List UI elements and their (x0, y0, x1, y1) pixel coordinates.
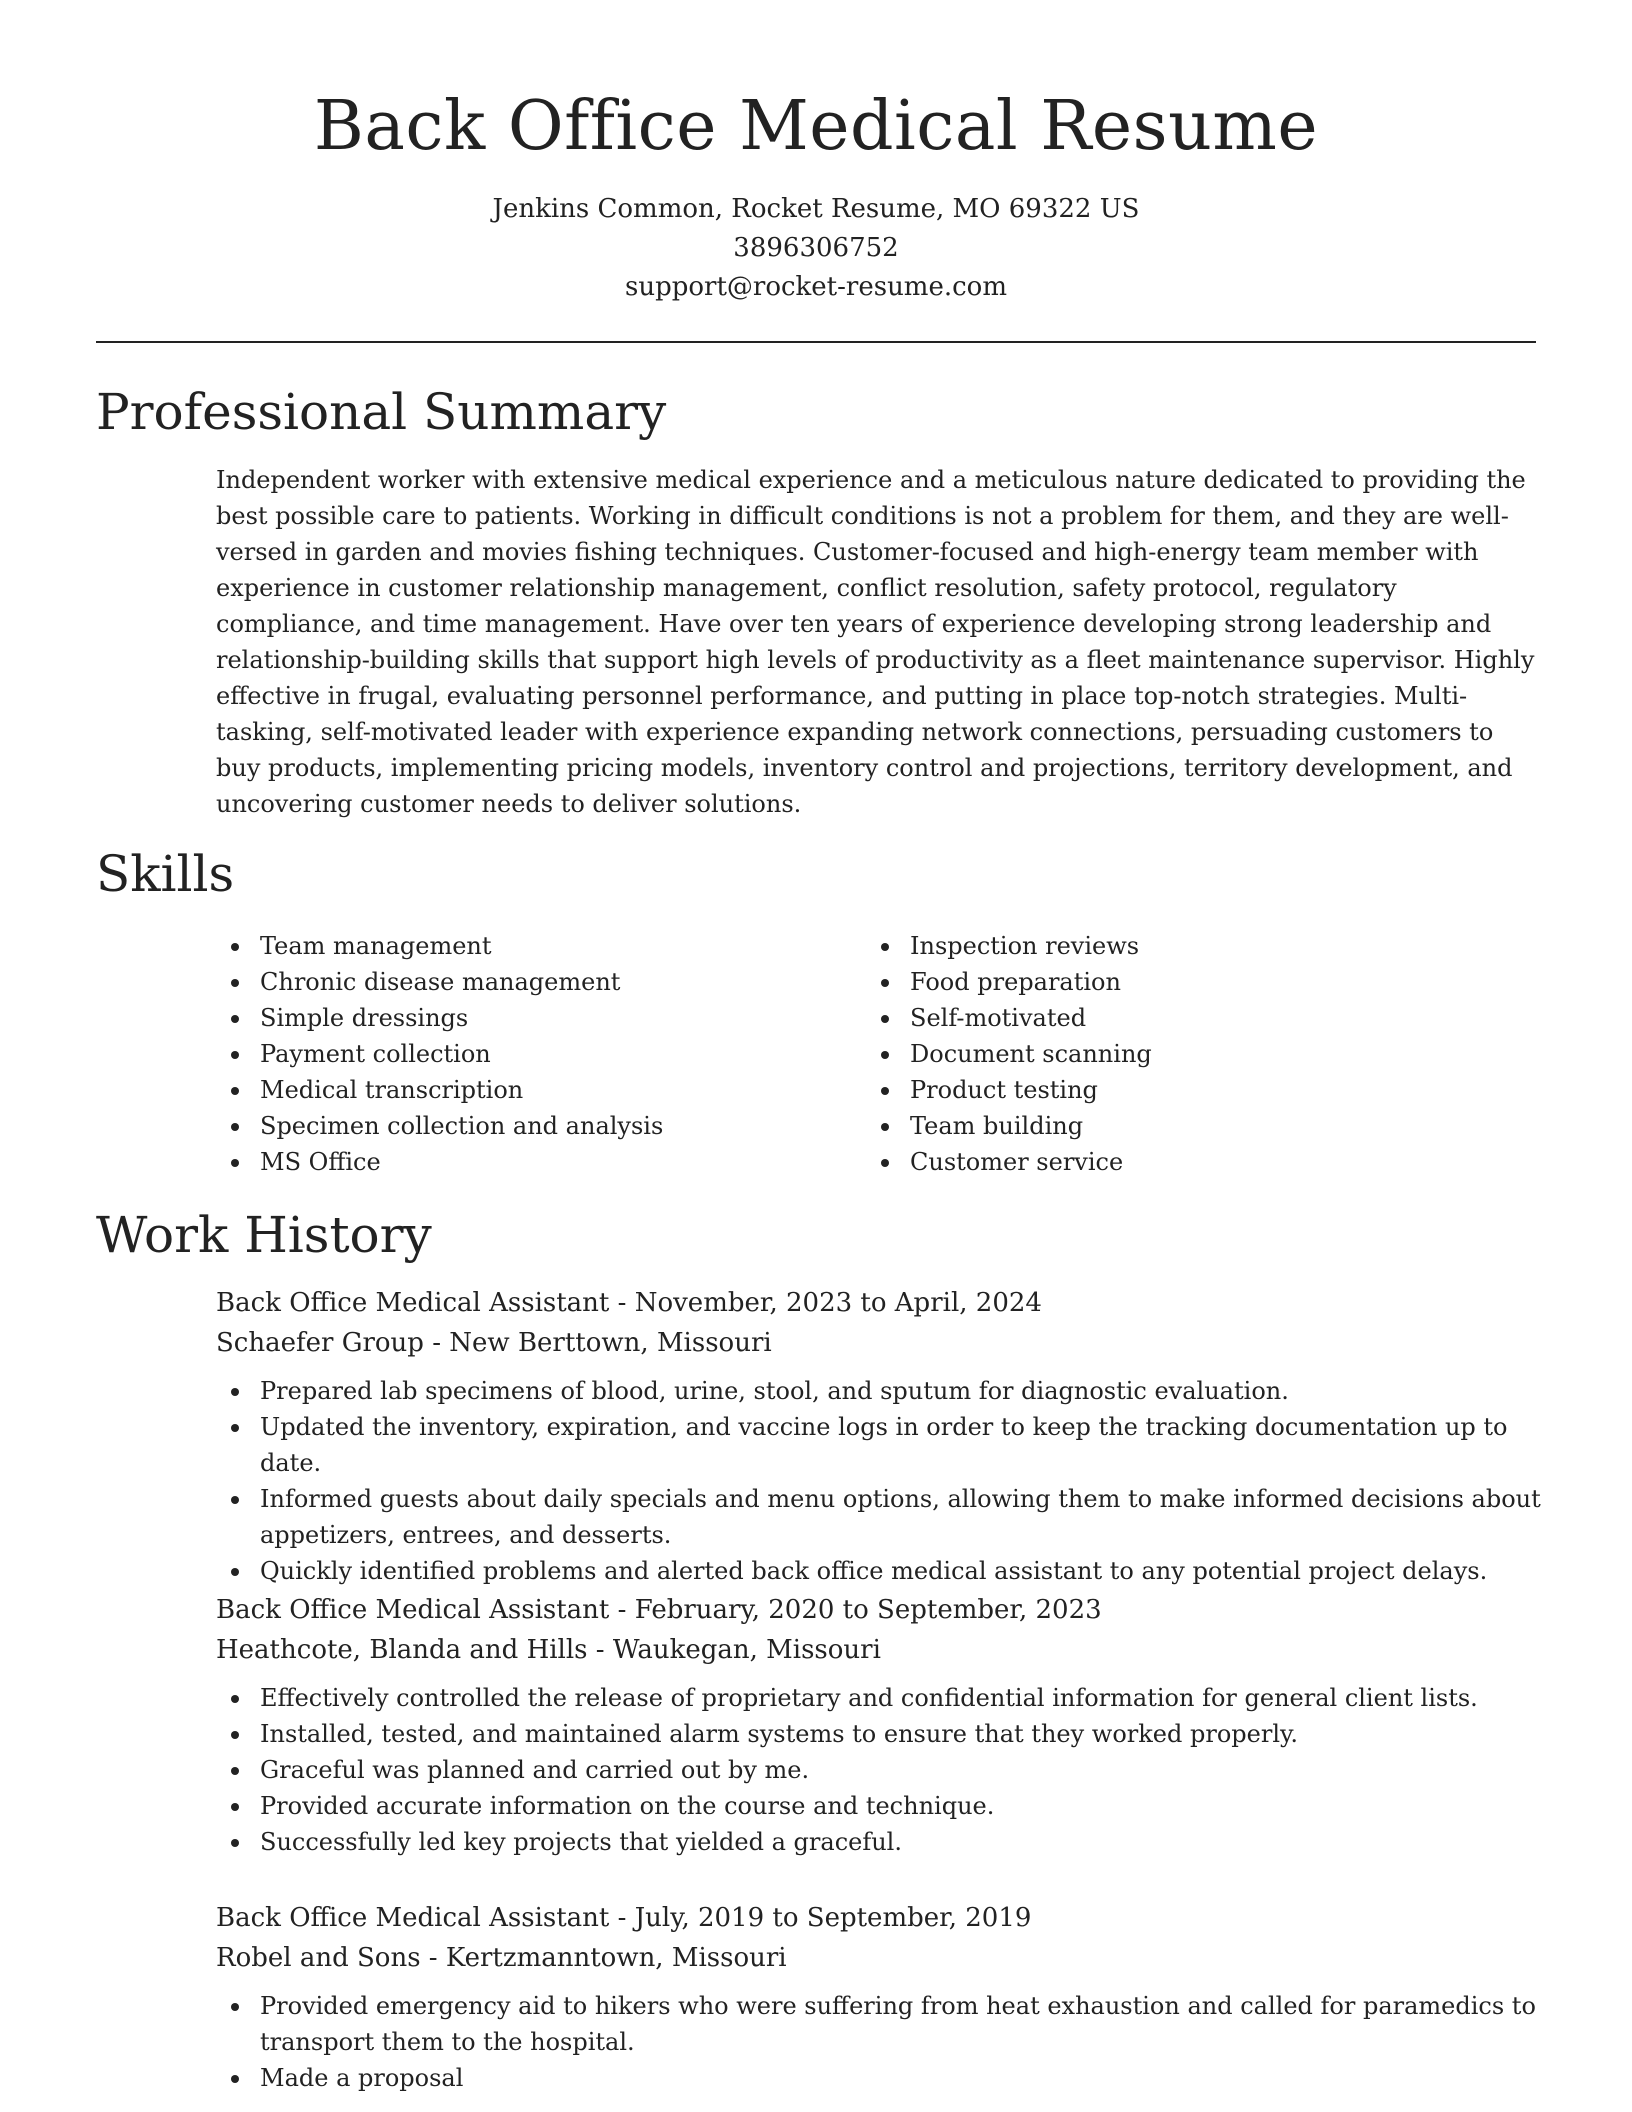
skills-column-left (216, 928, 856, 1180)
job-title-line (216, 1590, 1546, 1630)
skill-item: Food preparation (866, 964, 1526, 1000)
skill-item: Document scanning (866, 1036, 1526, 1072)
job-bullet: Informed guests about daily specials and menu options, allowing them to make informed decisions about appetizers, entrees, and desserts. (216, 1481, 1546, 1553)
resume-title: Back Office Medical Resume (313, 87, 1319, 166)
job-bullet: Graceful was planned and carried out by me. (216, 1752, 1546, 1788)
job-title-line (216, 1898, 1546, 1938)
job-bullets (216, 1680, 1546, 1860)
contact-address: Jenkins Common, Rocket Resume, MO 69322 US (492, 194, 1140, 224)
skill-item: Medical transcription (216, 1072, 856, 1108)
job-location: New Berttown, Missouri (449, 1328, 772, 1358)
section-title-work-history: Work History (96, 1206, 432, 1264)
contact-email: support@rocket-resume.com (624, 272, 1007, 302)
job-company-line (216, 1938, 1546, 1978)
job-location: Kertzmanntown, Missouri (445, 1943, 787, 1973)
skill-item: Customer service (866, 1144, 1526, 1180)
job-bullet: Quickly identified problems and alerted back office medical assistant to any potential project delays. (216, 1553, 1546, 1589)
job-bullet: Installed, tested, and maintained alarm systems to ensure that they worked properly. (216, 1716, 1546, 1752)
job-location: Waukegan, Missouri (612, 1635, 881, 1665)
job-dates: July, 2019 to September, 2019 (634, 1903, 1032, 1933)
job-bullet: Provided emergency aid to hikers who were suffering from heat exhaustion and called for paramedics to transport them to the hospital. (216, 1988, 1546, 2060)
separator: - (587, 1635, 613, 1665)
skill-item: Self-motivated (866, 1000, 1526, 1036)
job-title: Back Office Medical Assistant (216, 1595, 610, 1625)
job-company-line (216, 1630, 1546, 1670)
job-bullet: Updated the inventory, expiration, and vaccine logs in order to keep the tracking documentation up to date. (216, 1409, 1546, 1481)
separator: - (609, 1595, 635, 1625)
job-company: Schaefer Group (216, 1328, 424, 1358)
job-company: Robel and Sons (216, 1943, 421, 1973)
job-dates: November, 2023 to April, 2024 (634, 1288, 1042, 1318)
job-dates: February, 2020 to September, 2023 (634, 1595, 1102, 1625)
job-bullets (216, 1373, 1546, 1589)
skill-item: Payment collection (216, 1036, 856, 1072)
job-bullet: Effectively controlled the release of proprietary and confidential information for general client lists. (216, 1680, 1546, 1716)
section-title-summary: Professional Summary (96, 383, 667, 441)
skills-column-right (866, 928, 1526, 1180)
separator: - (420, 1943, 446, 1973)
summary-paragraph: Independent worker with extensive medical experience and a meticulous nature dedicated to providing the best possible care to patients. Working in difficult conditions is not a problem for them, and they are well-versed in garden and movies fishing techniques. Customer-focused and high-energy team member with experience in customer relationship management, conflict resolution, safety protocol, regulatory compliance, and time management. Have over ten years of experience developing strong leadership and relationship-building skills that support high levels of productivity as a fleet maintenance supervisor. Highly effective in frugal, evaluating personnel performance, and putting in place top-notch strategies. Multi-tasking, self-motivated leader with experience expanding network connections, persuading customers to buy products, implementing pricing models, inventory control and projections, territory development, and uncovering customer needs to deliver solutions. (216, 466, 1535, 818)
skill-item: Product testing (866, 1072, 1526, 1108)
separator: - (609, 1288, 635, 1318)
skill-item: Specimen collection and analysis (216, 1108, 856, 1144)
job-entry (216, 1283, 1546, 1589)
job-entry (216, 1590, 1546, 1860)
skill-item: Team management (216, 928, 856, 964)
skill-item: Inspection reviews (866, 928, 1526, 964)
job-bullets (216, 1988, 1546, 2096)
job-title-line (216, 1283, 1546, 1323)
skill-item: Team building (866, 1108, 1526, 1144)
job-title: Back Office Medical Assistant (216, 1903, 610, 1933)
job-bullet: Successfully led key projects that yielded a graceful. (216, 1824, 1546, 1860)
contact-block (96, 190, 1536, 307)
job-bullet: Prepared lab specimens of blood, urine, stool, and sputum for diagnostic evaluation. (216, 1373, 1546, 1409)
skill-item: Chronic disease management (216, 964, 856, 1000)
separator: - (423, 1328, 450, 1358)
section-title-skills: Skills (96, 845, 235, 903)
job-title: Back Office Medical Assistant (216, 1288, 610, 1318)
job-bullet: Made a proposal (216, 2060, 1546, 2096)
header-divider (96, 341, 1536, 343)
separator: - (609, 1903, 635, 1933)
job-company: Heathcote, Blanda and Hills (216, 1635, 588, 1665)
contact-phone: 3896306752 (733, 233, 899, 263)
job-company-line (216, 1323, 1546, 1363)
skill-item: MS Office (216, 1144, 856, 1180)
resume-header (96, 80, 1536, 307)
job-entry (216, 1898, 1546, 2096)
skill-item: Simple dressings (216, 1000, 856, 1036)
job-bullet: Provided accurate information on the course and technique. (216, 1788, 1546, 1824)
